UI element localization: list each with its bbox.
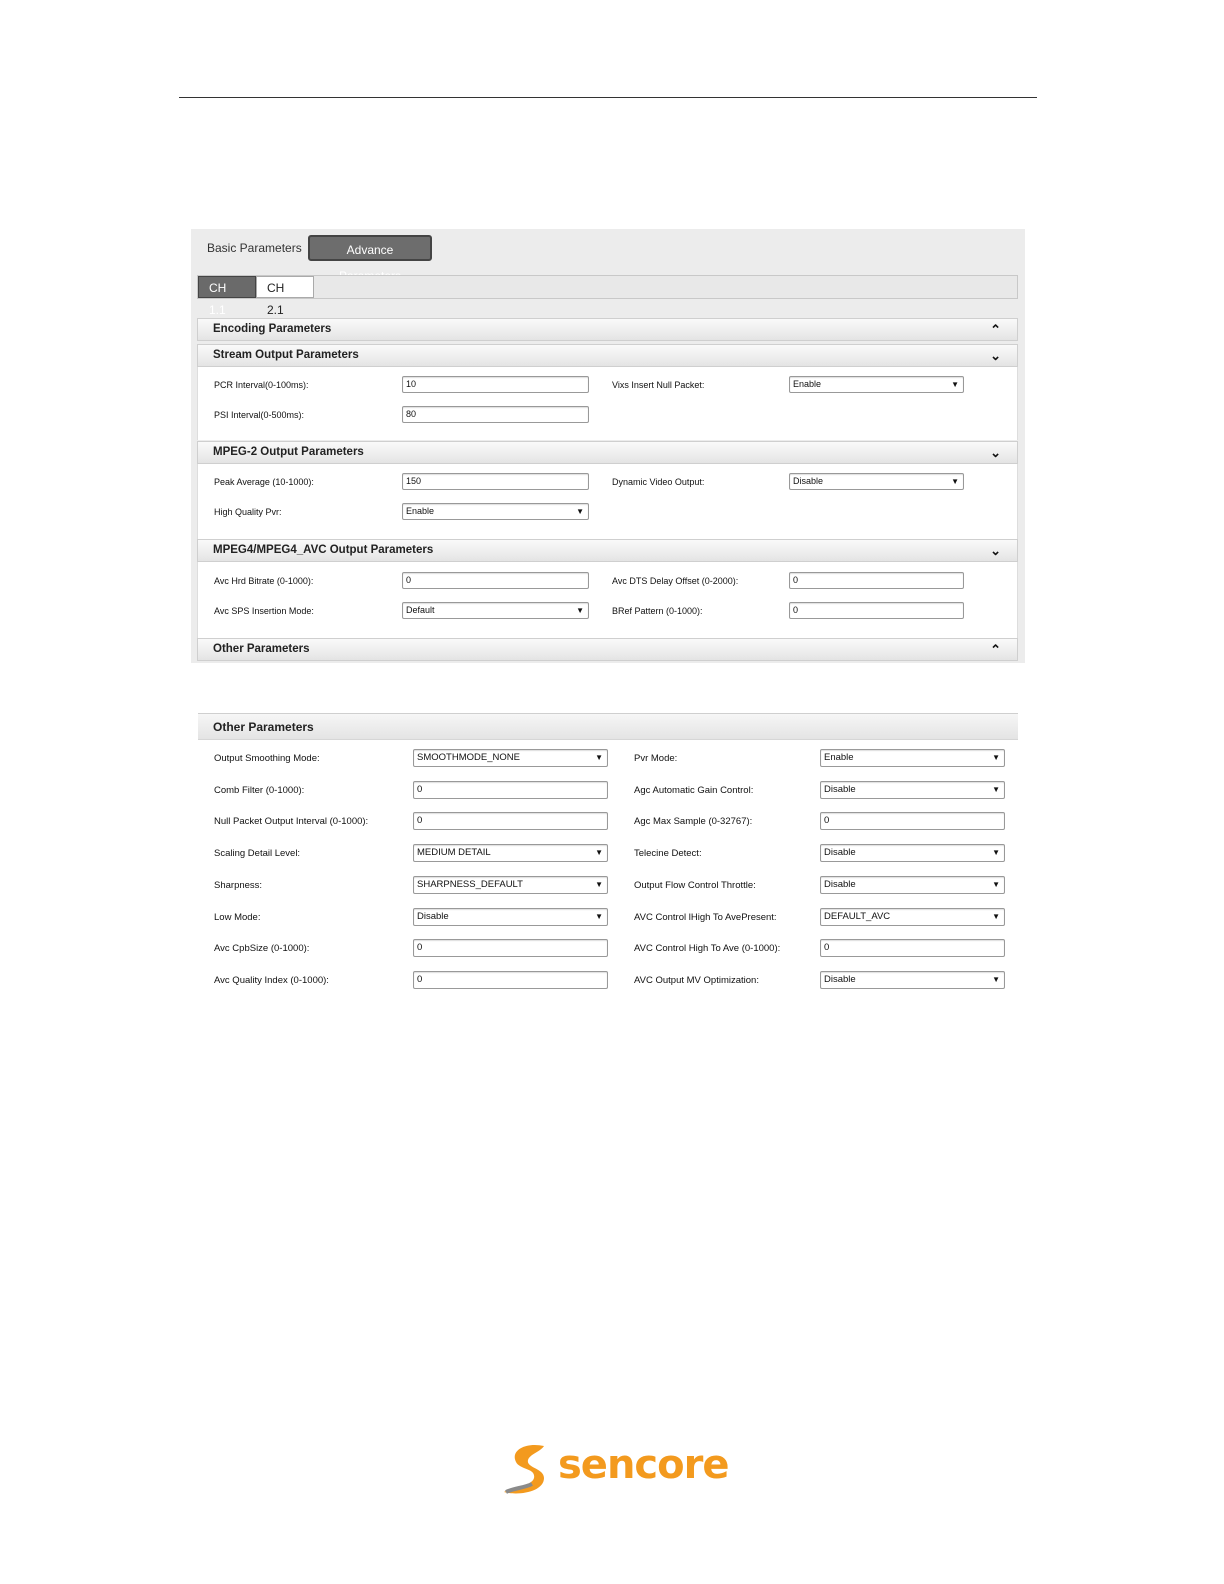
field-value: Enable	[824, 752, 854, 763]
peak-average-label: Peak Average (10-1000):	[214, 477, 314, 487]
field-value: SHARPNESS_DEFAULT	[417, 878, 523, 890]
section-mpeg4-body	[197, 562, 1018, 638]
field-value: 0	[417, 815, 423, 827]
caret-down-icon: ▼	[576, 507, 584, 516]
field-value: Disable	[824, 973, 856, 985]
avc-sps-insertion-label: Avc SPS Insertion Mode:	[214, 606, 314, 616]
other-param-label: Low Mode:	[214, 911, 261, 923]
chevron-up-icon[interactable]: ⌃	[990, 322, 1001, 337]
other-param-input[interactable]	[820, 812, 1005, 830]
section-encoding-header[interactable]	[197, 318, 1018, 341]
pcr-interval-input[interactable]: 10	[402, 376, 589, 393]
caret-down-icon: ▼	[595, 879, 603, 889]
field-value: Disable	[417, 910, 449, 922]
caret-down-icon: ▼	[595, 911, 603, 921]
other-parameters-panel	[198, 713, 1018, 1003]
field-value: Disable	[824, 847, 856, 859]
caret-down-icon: ▼	[992, 753, 1000, 762]
other-parameters-header[interactable]	[198, 713, 1018, 740]
other-param-label: AVC Control High To Ave (0-1000):	[634, 943, 781, 955]
other-param-label: Null Packet Output Interval (0-1000):	[214, 816, 369, 828]
other-param-select[interactable]	[820, 844, 1005, 862]
select-value: Disable	[793, 476, 824, 486]
vixs-null-packet-select[interactable]	[789, 376, 964, 393]
section-stream-body	[197, 367, 1018, 440]
other-param-input[interactable]	[413, 971, 608, 989]
other-param-label: Output Flow Control Throttle:	[634, 879, 756, 891]
other-param-select[interactable]	[820, 781, 1005, 799]
psi-interval-input[interactable]: 80	[402, 406, 589, 423]
other-param-label: Output Smoothing Mode:	[214, 753, 320, 764]
select-value: Default	[406, 605, 435, 615]
high-quality-pvr-select[interactable]	[402, 503, 589, 520]
section-mpeg4-header[interactable]	[197, 539, 1018, 562]
avc-dts-delay-input[interactable]: 0	[789, 572, 964, 589]
chevron-up-icon[interactable]: ⌃	[990, 642, 1001, 657]
caret-down-icon: ▼	[992, 848, 1000, 858]
bref-pattern-input[interactable]: 0	[789, 602, 964, 619]
field-value: 0	[824, 942, 830, 954]
other-param-label: Avc Quality Index (0-1000):	[214, 974, 329, 986]
chevron-down-icon[interactable]: ⌄	[990, 445, 1001, 460]
caret-down-icon: ▼	[576, 606, 584, 615]
other-param-label: Sharpness:	[214, 879, 263, 891]
main-tabs	[191, 229, 1025, 269]
other-param-select[interactable]	[820, 971, 1005, 989]
other-param-label: Pvr Mode:	[634, 753, 678, 764]
caret-down-icon: ▼	[951, 477, 959, 486]
advance-parameters-panel	[191, 229, 1025, 663]
logo-wordmark: sencore	[558, 1442, 729, 1488]
caret-down-icon: ▼	[992, 879, 1000, 889]
other-param-label: AVC Control lHigh To AvePresent:	[634, 911, 777, 923]
other-param-label: Agc Max Sample (0-32767):	[634, 816, 753, 828]
other-param-input[interactable]	[413, 939, 608, 957]
other-param-label: Comb Filter (0-1000):	[214, 784, 305, 796]
pcr-interval-label: PCR Interval(0-100ms):	[214, 380, 309, 390]
other-param-select[interactable]	[413, 749, 608, 767]
tab-ch-2-1[interactable]: CH 2.1	[256, 276, 314, 298]
caret-down-icon: ▼	[992, 784, 1000, 794]
other-param-label: AVC Output MV Optimization:	[634, 974, 759, 986]
dynamic-video-output-label: Dynamic Video Output:	[612, 477, 705, 487]
avc-dts-delay-label: Avc DTS Delay Offset (0-2000):	[612, 576, 739, 586]
section-title: Other Parameters	[213, 720, 314, 734]
field-value: 0	[417, 942, 423, 954]
sencore-s-mark-icon	[500, 1440, 556, 1496]
field-value: 0	[417, 973, 423, 985]
caret-down-icon: ▼	[992, 974, 1000, 984]
other-param-label: Scaling Detail Level:	[214, 848, 301, 860]
chevron-down-icon[interactable]: ⌄	[990, 543, 1001, 558]
other-param-select[interactable]	[413, 876, 608, 894]
section-title: Other Parameters	[213, 643, 310, 655]
vixs-null-packet-label: Vixs Insert Null Packet:	[612, 380, 705, 390]
caret-down-icon: ▼	[992, 911, 1000, 921]
section-title: Stream Output Parameters	[213, 349, 359, 361]
section-mpeg2-header[interactable]	[197, 441, 1018, 464]
tab-advance-parameters[interactable]: Advance	[308, 235, 432, 261]
field-value: Disable	[824, 878, 856, 890]
other-param-select[interactable]	[820, 876, 1005, 894]
section-title: Encoding Parameters	[213, 323, 332, 335]
other-param-label: Agc Automatic Gain Control:	[634, 784, 754, 796]
other-param-input[interactable]	[413, 781, 608, 799]
field-value: 0	[417, 783, 423, 795]
section-other-header[interactable]	[197, 638, 1018, 661]
other-param-label: Avc CpbSize (0-1000):	[214, 943, 310, 955]
dynamic-video-output-select[interactable]	[789, 473, 964, 490]
header-rule	[179, 97, 1037, 98]
other-param-select[interactable]	[820, 908, 1005, 926]
select-value: Enable	[406, 506, 435, 516]
field-value: SMOOTHMODE_NONE	[417, 752, 520, 763]
high-quality-pvr-label: High Quality Pvr:	[214, 507, 282, 517]
chevron-down-icon[interactable]: ⌄	[990, 348, 1001, 363]
field-value: MEDIUM DETAIL	[417, 847, 491, 859]
select-value: Enable	[793, 379, 822, 389]
other-param-select[interactable]	[413, 908, 608, 926]
bref-pattern-label: BRef Pattern (0-1000):	[612, 606, 703, 616]
caret-down-icon: ▼	[595, 753, 603, 762]
other-param-select[interactable]	[820, 749, 1005, 767]
caret-down-icon: ▼	[951, 380, 959, 389]
caret-down-icon: ▼	[595, 848, 603, 858]
section-title: MPEG4/MPEG4_AVC Output Parameters	[213, 544, 434, 556]
section-title: MPEG-2 Output Parameters	[213, 446, 364, 458]
field-value: 0	[824, 815, 830, 827]
field-value: DEFAULT_AVC	[824, 910, 891, 922]
section-mpeg2-body	[197, 464, 1018, 539]
tab-ch-1-1[interactable]: CH 1.1	[198, 276, 256, 298]
avc-hrd-bitrate-label: Avc Hrd Bitrate (0-1000):	[214, 576, 314, 586]
avc-hrd-bitrate-input[interactable]: 0	[402, 572, 589, 589]
channel-tabs	[197, 275, 1018, 317]
tab-basic-parameters[interactable]: Basic Parameters	[207, 241, 302, 255]
other-param-select[interactable]	[413, 844, 608, 862]
avc-sps-insertion-select[interactable]	[402, 602, 589, 619]
other-param-input[interactable]	[413, 812, 608, 830]
other-param-label: Telecine Detect:	[634, 848, 702, 860]
other-param-input[interactable]	[820, 939, 1005, 957]
field-value: Disable	[824, 783, 856, 795]
peak-average-input[interactable]: 150	[402, 473, 589, 490]
section-stream-header[interactable]	[197, 344, 1018, 367]
sencore-logo	[500, 1440, 729, 1500]
psi-interval-label: PSI Interval(0-500ms):	[214, 410, 305, 420]
